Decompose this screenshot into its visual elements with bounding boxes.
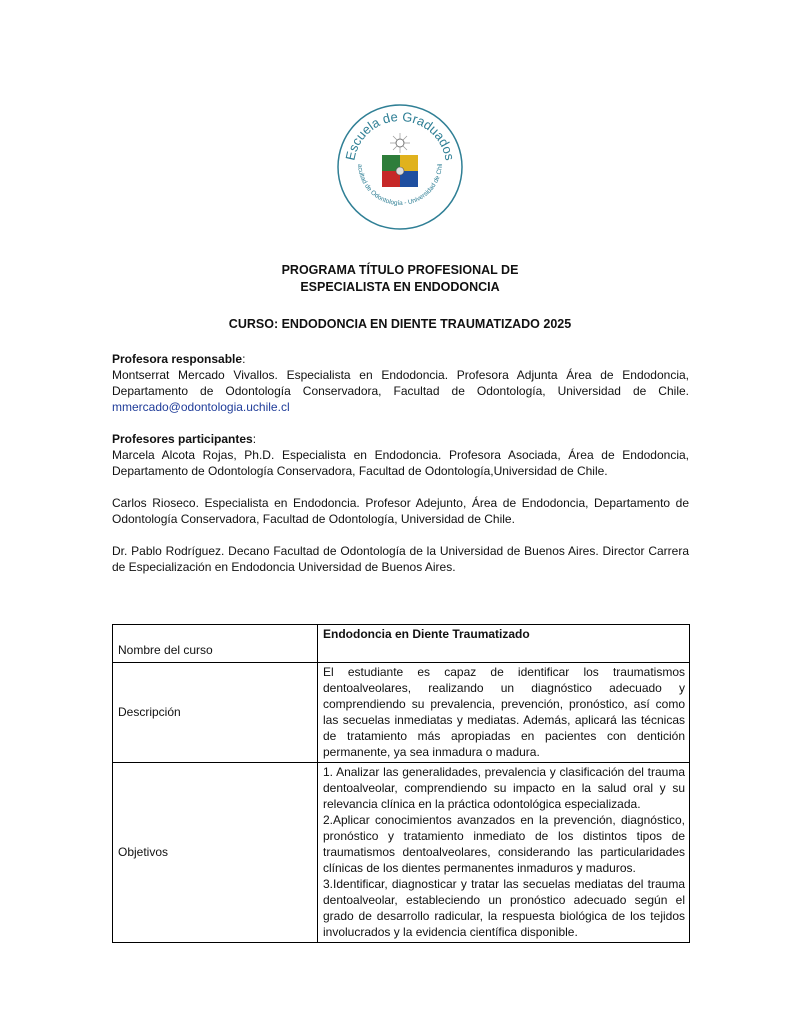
participants-heading: Profesores participantes (112, 432, 253, 446)
participant-item: Dr. Pablo Rodríguez. Decano Facultad de Odontología de la Universidad de Buenos Aires. Director Carrera de Especialización en Endodoncia Universidad de Buenos Aires. (112, 544, 689, 574)
responsible-section (112, 351, 689, 415)
responsible-email-link[interactable]: mmercado@odontologia.uchile.cl (112, 400, 290, 414)
objectives-label: Objetivos (113, 763, 318, 943)
objective-item: 3.Identificar, diagnosticar y tratar las secuelas mediatas del trauma dentoalveolar, estableciendo un pronóstico adecuado según el grado de desarrollo radicular, la respuesta biológica de los tejidos involucrados y la evidencia científica disponible. (323, 877, 685, 939)
course-title: CURSO: ENDODONCIA EN DIENTE TRAUMATIZADO 2025 (228, 317, 572, 331)
participants-section (112, 431, 689, 575)
responsible-text: Montserrat Mercado Vivallos. Especialista en Endodoncia. Profesora Adjunta Área de Endodoncia, Departamento de Odontología Conservadora, Facultad de Odontología, Universidad de Chile. (112, 368, 689, 398)
participant-item: Marcela Alcota Rojas, Ph.D. Especialista en Endodoncia. Profesora Asociada, Área de Endodoncia, Departamento de Odontología Conservadora, Facultad de Odontología,Universidad de Chile. (112, 448, 689, 478)
svg-text:Facultad de Odontología - Univ: acultad de Odontología - Universidad de Chil (355, 163, 444, 208)
objectives-value (318, 763, 690, 943)
program-title-line2: ESPECIALISTA EN ENDODONCIA (300, 280, 500, 294)
table-row (113, 625, 690, 663)
table-row (113, 663, 690, 763)
description-label: Descripción (113, 663, 318, 763)
colon: : (252, 432, 257, 446)
responsible-heading: Profesora responsable (112, 352, 243, 366)
name-value: Endodoncia en Diente Traumatizado (318, 625, 690, 663)
colon: : (242, 352, 246, 366)
objective-item: 1. Analizar las generalidades, prevalencia y clasificación del trauma dentoalveolar, comprendiendo su impacto en la salud oral y su relevancia clínica en la práctica odontológica especializada. (323, 765, 685, 811)
description-value: El estudiante es capaz de identificar los traumatismos dentoalveolares, realizando un diagnóstico adecuado y comprendiendo su prevalencia, prevención, pronóstico, así como las secuelas inmediatas y mediatas. Además, aplicará las técnicas de tratamiento más apropiadas en pacientes con dentición permanente, ya sea inmadura o madura. (318, 663, 690, 763)
escuela-graduados-logo (336, 103, 464, 231)
objective-item: 2.Aplicar conocimientos avanzados en la prevención, diagnóstico, pronóstico y tratamiento inmediato de los distintos tipos de traumatismos dentoalveolares, considerando las particularidades clínicas de los dientes permanentes inmaduros y maduros. (323, 813, 685, 875)
table-row (113, 763, 690, 943)
svg-text:Escuela de Graduados: Escuela de Graduados (342, 108, 458, 162)
course-info-table (112, 624, 690, 943)
name-label: Nombre del curso (113, 625, 318, 663)
participant-item: Carlos Rioseco. Especialista en Endodoncia. Profesor Adejunto, Área de Endodoncia, Departamento de Odontología Conservadora, Facultad de Odontología, Universidad de Chile. (112, 496, 689, 526)
program-title-line1: PROGRAMA TÍTULO PROFESIONAL DE (281, 263, 519, 277)
